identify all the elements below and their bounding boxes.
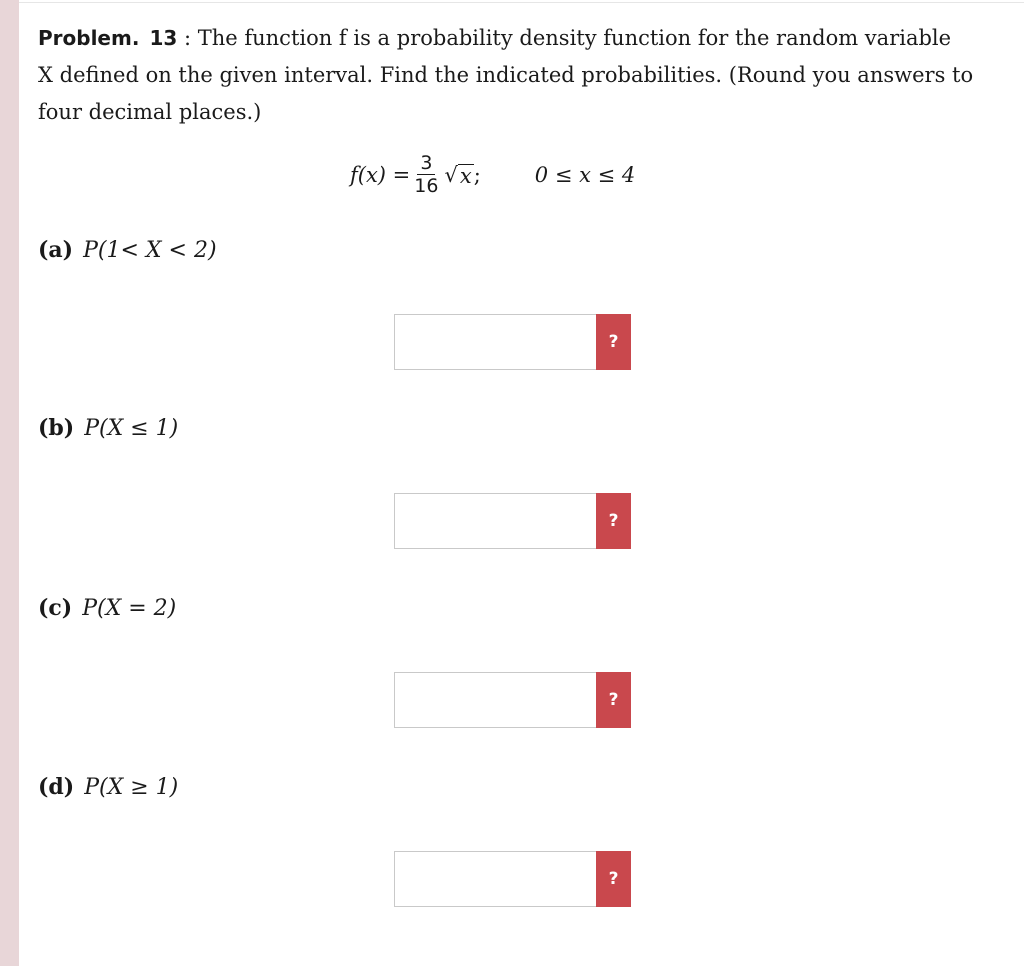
formula-domain: 0 ≤ x ≤ 4 [534,162,636,187]
answer-box-a [394,314,631,370]
part-b-label [38,415,178,441]
part-letter: (a) [38,237,74,263]
answer-input-c[interactable] [395,673,597,727]
help-button-a[interactable]: ? [596,314,631,370]
problem-content [38,20,988,131]
part-c-label [38,595,176,621]
formula-fraction [414,152,438,197]
problem-text-line1: : The function f is a probability density function for the random variable [183,26,952,50]
help-button-b[interactable]: ? [596,493,631,549]
answer-box-b [394,493,631,549]
help-button-c[interactable]: ? [596,672,631,728]
part-letter: (c) [38,595,73,621]
radicand: x [459,163,472,188]
radical-sign: √ [444,162,458,187]
problem-statement [38,20,988,131]
answer-input-a[interactable] [395,315,597,369]
formula-semicolon: ; [473,162,481,187]
fraction-denominator: 16 [414,175,439,197]
fraction-numerator: 3 [417,152,435,175]
part-d-label [38,774,178,800]
answer-input-d[interactable] [395,852,597,906]
problem-label: Problem. [38,26,140,50]
help-button-d[interactable]: ? [596,851,631,907]
top-divider [19,2,1024,3]
answer-box-c [394,672,631,728]
problem-text-line3: four decimal places.) [38,100,262,124]
part-expression: P(1< X < 2) [83,238,217,263]
part-letter: (d) [38,774,75,800]
left-stripe [0,0,19,966]
sqrt-expression [444,163,473,187]
part-a-label [38,237,217,263]
formula-lhs: f(x) = [350,162,411,187]
part-expression: P(X ≥ 1) [84,775,179,800]
answer-input-b[interactable] [395,494,597,548]
part-expression: P(X = 2) [82,596,177,621]
answer-box-d [394,851,631,907]
problem-number: 13 [149,26,178,50]
density-formula [350,152,635,197]
problem-text-line2: X defined on the given interval. Find the indicated probabilities. (Round you answers to [38,63,974,87]
part-letter: (b) [38,415,75,441]
part-expression: P(X ≤ 1) [84,416,179,441]
